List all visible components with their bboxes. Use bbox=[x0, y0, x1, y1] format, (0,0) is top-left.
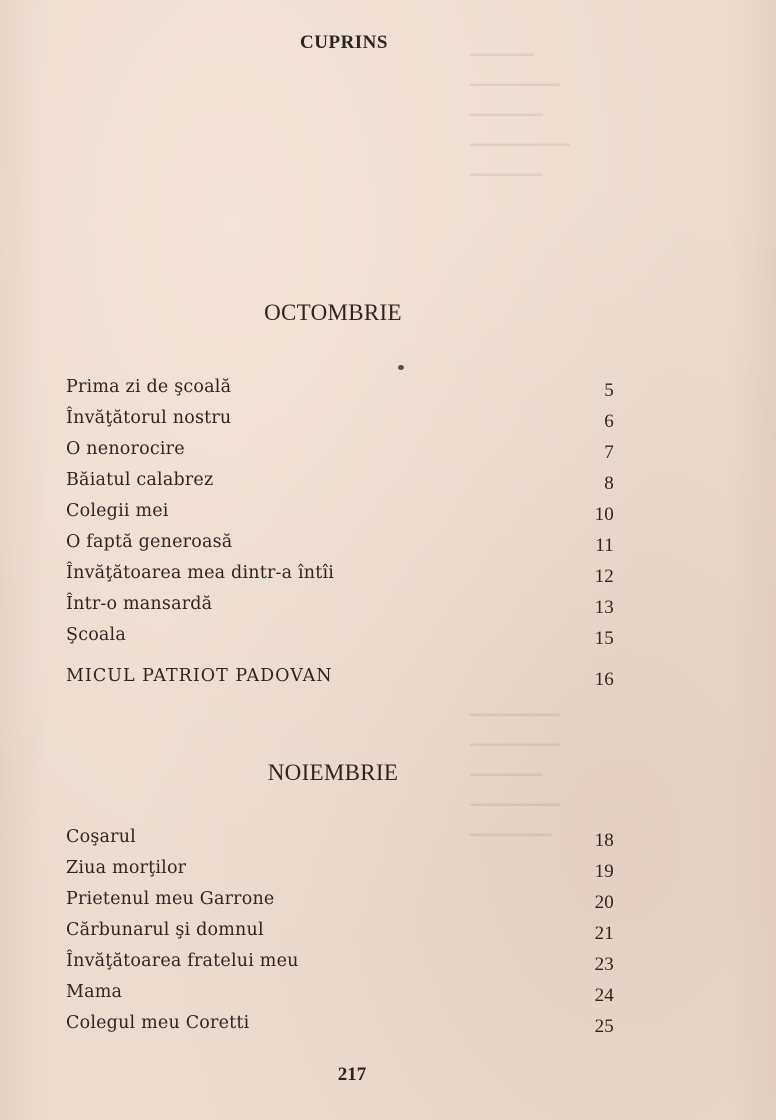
toc-entry[interactable] bbox=[66, 436, 614, 467]
toc-entry[interactable] bbox=[66, 622, 614, 653]
section-heading-noiembrie: NOIEMBRIE bbox=[267, 760, 399, 785]
toc-list-noiembrie bbox=[66, 824, 614, 1041]
toc-entry-page: 15 bbox=[594, 628, 614, 649]
toc-entry-title: Învăţătoarea mea dintr-a întîi bbox=[66, 563, 335, 583]
toc-entry-page: 25 bbox=[594, 1016, 614, 1037]
toc-entry[interactable] bbox=[66, 855, 614, 886]
ink-speck bbox=[398, 365, 404, 370]
section-heading-octombrie: OCTOMBRIE bbox=[264, 300, 402, 325]
toc-entry[interactable] bbox=[66, 591, 614, 622]
toc-entry[interactable] bbox=[66, 467, 614, 498]
toc-entry-page: 8 bbox=[604, 473, 614, 494]
toc-entry[interactable] bbox=[66, 886, 614, 917]
toc-entry[interactable] bbox=[66, 529, 614, 560]
toc-entry[interactable] bbox=[66, 405, 614, 436]
toc-entry-title: Învăţătoarea fratelui meu bbox=[66, 951, 299, 971]
toc-entry[interactable] bbox=[66, 917, 614, 948]
toc-entry-title: Mama bbox=[66, 982, 123, 1002]
toc-entry-page: 10 bbox=[594, 504, 614, 525]
toc-entry-title: O nenorocire bbox=[66, 439, 185, 459]
toc-entry-page: 12 bbox=[594, 566, 614, 587]
toc-entry[interactable] bbox=[66, 1010, 614, 1041]
toc-entry-page: 5 bbox=[604, 380, 614, 401]
toc-entry-page: 6 bbox=[604, 411, 614, 432]
toc-entry-page: 23 bbox=[594, 954, 614, 975]
toc-entry-title: Şcoala bbox=[66, 625, 126, 645]
toc-entry[interactable] bbox=[66, 979, 614, 1010]
toc-entry-page: 21 bbox=[594, 923, 614, 944]
toc-entry-title: Cărbunarul şi domnul bbox=[66, 920, 264, 940]
toc-entry-page: 11 bbox=[595, 535, 614, 556]
running-title: CUPRINS bbox=[300, 32, 388, 53]
toc-entry-page: 16 bbox=[594, 669, 614, 690]
toc-entry-title: Colegii mei bbox=[66, 501, 169, 521]
toc-entry-title: Băiatul calabrez bbox=[66, 470, 214, 490]
toc-entry-page: 13 bbox=[594, 597, 614, 618]
toc-entry[interactable] bbox=[66, 663, 614, 694]
toc-entry[interactable] bbox=[66, 498, 614, 529]
toc-entry-title: Într-o mansardă bbox=[66, 594, 213, 614]
toc-entry-title: Prietenul meu Garrone bbox=[66, 889, 275, 909]
toc-entry-page: 19 bbox=[594, 861, 614, 882]
toc-entry[interactable] bbox=[66, 374, 614, 405]
toc-entry[interactable] bbox=[66, 824, 614, 855]
toc-entry-page: 24 bbox=[594, 985, 614, 1006]
reverse-side-show-through-lower: ━━━━━━━━━━ ━━━━━━━━━━ ━━━━━━━━ ━━━━━━━━━━ ━━━━━━━━━ bbox=[470, 706, 561, 844]
toc-entry-title: Colegul meu Coretti bbox=[66, 1013, 250, 1033]
toc-entry-title: Ziua morţilor bbox=[66, 858, 187, 878]
toc-list-octombrie bbox=[66, 374, 614, 694]
toc-entry-page: 7 bbox=[604, 442, 614, 463]
reverse-side-show-through: ━━━━━━━ ━━━━━━━━━━ ━━━━━━━━ ━━━━━━━━━━━ ━━━━━━━━ bbox=[470, 46, 570, 184]
toc-entry-title: Prima zi de şcoală bbox=[66, 377, 232, 397]
toc-entry-title: MICUL PATRIOT PADOVAN bbox=[66, 666, 333, 686]
toc-entry-page: 20 bbox=[594, 892, 614, 913]
toc-entry[interactable] bbox=[66, 560, 614, 591]
page-number: 217 bbox=[337, 1064, 367, 1085]
toc-entry-title: Coşarul bbox=[66, 827, 136, 847]
toc-entry-title: O faptă generoasă bbox=[66, 532, 233, 552]
toc-entry-page: 18 bbox=[594, 830, 614, 851]
toc-entry-title: Învăţătorul nostru bbox=[66, 408, 232, 428]
toc-entry[interactable] bbox=[66, 948, 614, 979]
